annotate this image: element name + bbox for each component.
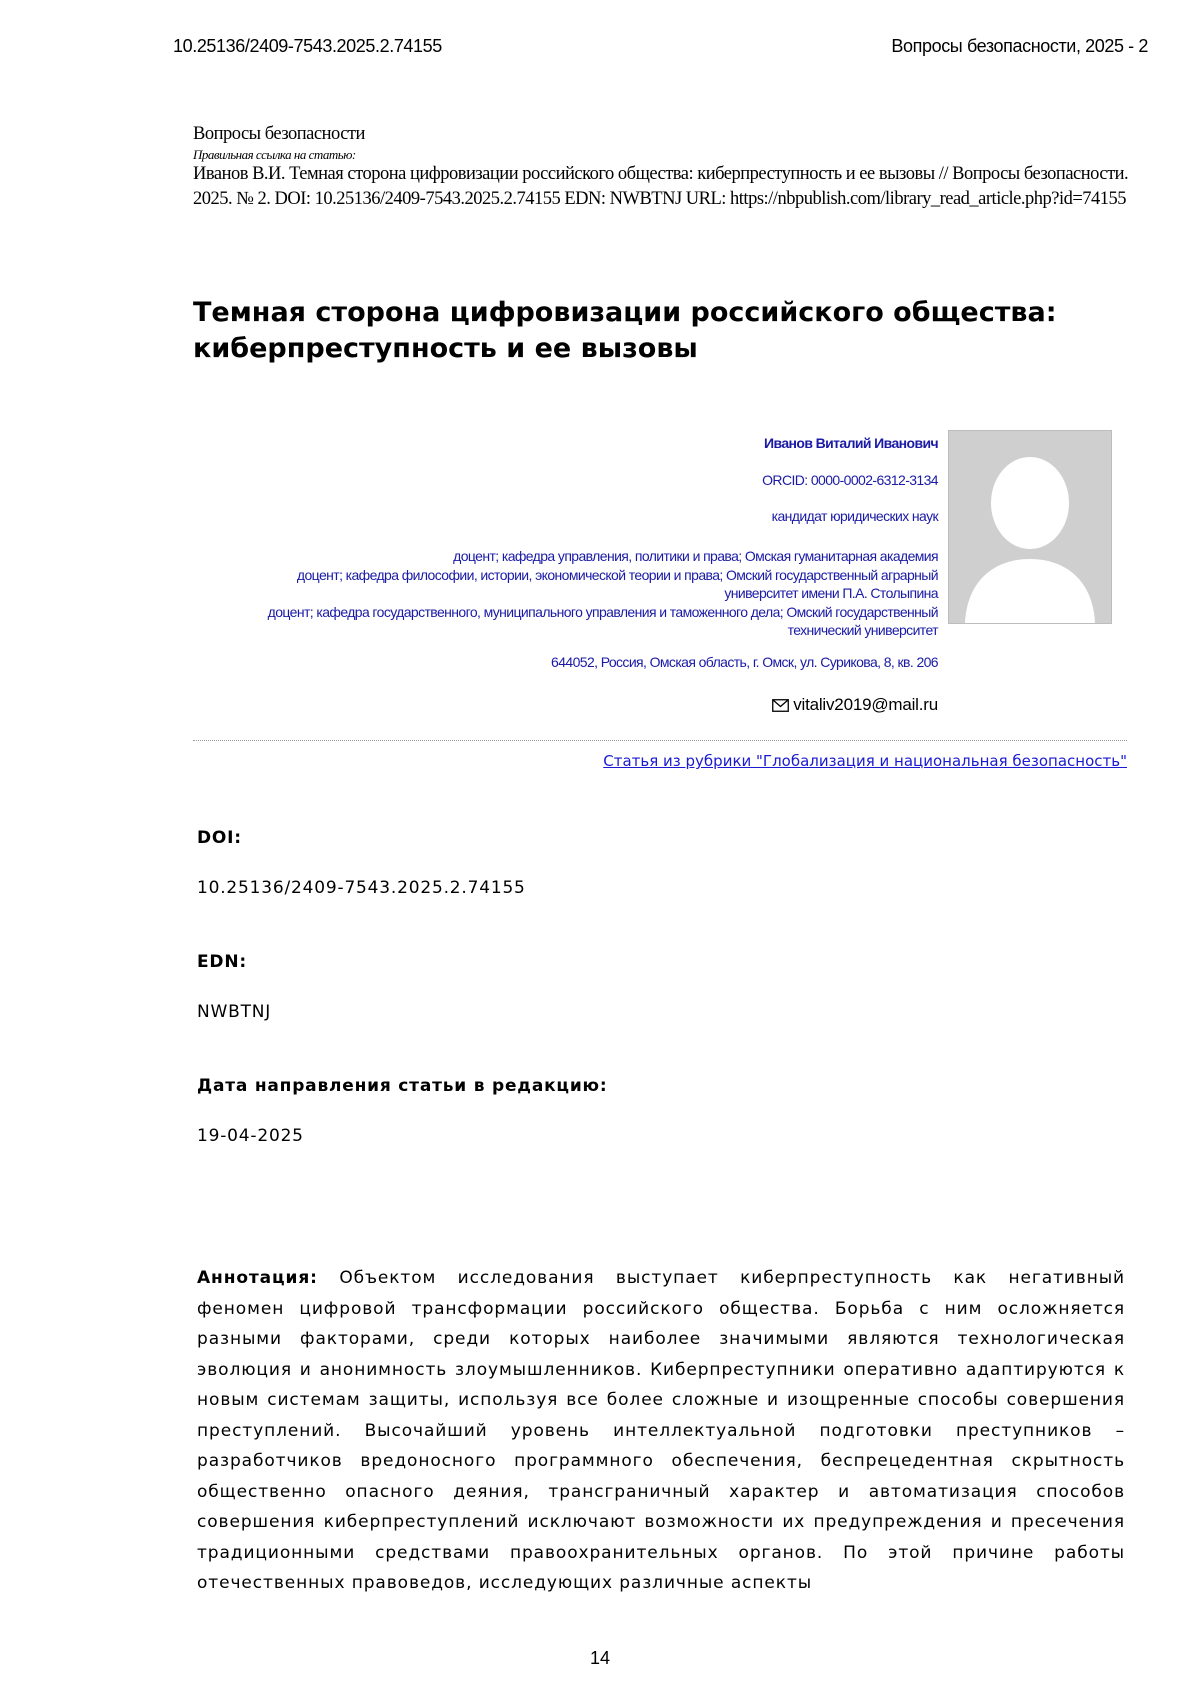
running-header-journal-issue: Вопросы безопасности, 2025 - 2 [891, 36, 1148, 56]
article-title: Темная сторона цифровизации российского общества: киберпреступность и ее вызовы [193, 297, 1057, 364]
rubric-link[interactable]: Статья из рубрики "Глобализация и национальная безопасность" [603, 752, 1127, 770]
edn-value: NWBTNJ [197, 1002, 272, 1022]
doi-value: 10.25136/2409-7543.2025.2.74155 [197, 878, 526, 898]
citation-journal: Вопросы безопасности [193, 124, 365, 144]
author-orcid[interactable]: ORCID: 0000-0002-6312-3134 [762, 472, 938, 488]
running-header-doi: 10.25136/2409-7543.2025.2.74155 [173, 36, 442, 56]
abstract [197, 1263, 1125, 1599]
affiliation-item: доцент; кафедра управления, политики и права; Омская гуманитарная академия [453, 548, 938, 564]
submission-date-value: 19-04-2025 [197, 1126, 304, 1146]
affiliation-item: доцент; кафедра государственного, муниципального управления и таможенного дела; Омский государственный технический университет [267, 603, 938, 638]
citation-block [193, 122, 1143, 212]
citation-text: Иванов В.И. Темная сторона цифровизации российского общества: киберпреступность и ее вызовы // Вопросы безопасности. 2025. № 2. DOI: 10.25136/2409-7543.2025.2.74155 EDN: NWBTNJ URL: https://nbpublish.com/library_read_article.php?id=74155 [193, 164, 1129, 209]
envelope-icon [772, 695, 793, 714]
author-affiliations [230, 547, 938, 640]
author-email-text[interactable]: vitaliv2019@mail.ru [793, 695, 938, 714]
author-email[interactable] [230, 695, 938, 715]
section-divider [193, 740, 1127, 741]
submission-date-label: Дата направления статьи в редакцию: [197, 1076, 608, 1096]
page-number: 14 [589, 1648, 611, 1668]
citation-intro: Правильная ссылка на статью: [193, 147, 356, 162]
edn-label: EDN: [197, 952, 247, 972]
abstract-text: Объектом исследования выступает киберпреступность как негативный феномен цифровой трансформации российского общества. Борьба с ним осложняется разными факторами, среди которых наиболее значимыми являются технологическая эволюция и анонимность злоумышленников. Киберпреступники оперативно адаптируются к новым системам защиты, используя все более сложные и изощренные способы совершения преступлений. Высочайший уровень интеллектуальной подготовки преступников – разработчиков вредоносного программного обеспечения, беспрецедентная скрытность общественно опасного деяния, трансграничный характер и автоматизация способов совершения киберпреступлений исключают возможности их предупреждения и пресечения традиционными средствами правоохранительных органов. По этой причине работы отечественных правоведов, исследующих различные аспекты [197, 1268, 1125, 1593]
abstract-label: Аннотация: [197, 1268, 318, 1288]
doi-label: DOI: [197, 828, 242, 848]
author-name: Иванов Виталий Иванович [764, 435, 938, 451]
author-address: 644052, Россия, Омская область, г. Омск, ул. Сурикова, 8, кв. 206 [551, 654, 938, 670]
author-degree: кандидат юридических наук [771, 508, 938, 524]
affiliation-item: доцент; кафедра философии, истории, экономической теории и права; Омский государственный аграрный университет имени П.А. Столыпина [296, 566, 938, 601]
person-silhouette-icon [949, 431, 1111, 623]
author-photo [948, 430, 1112, 624]
